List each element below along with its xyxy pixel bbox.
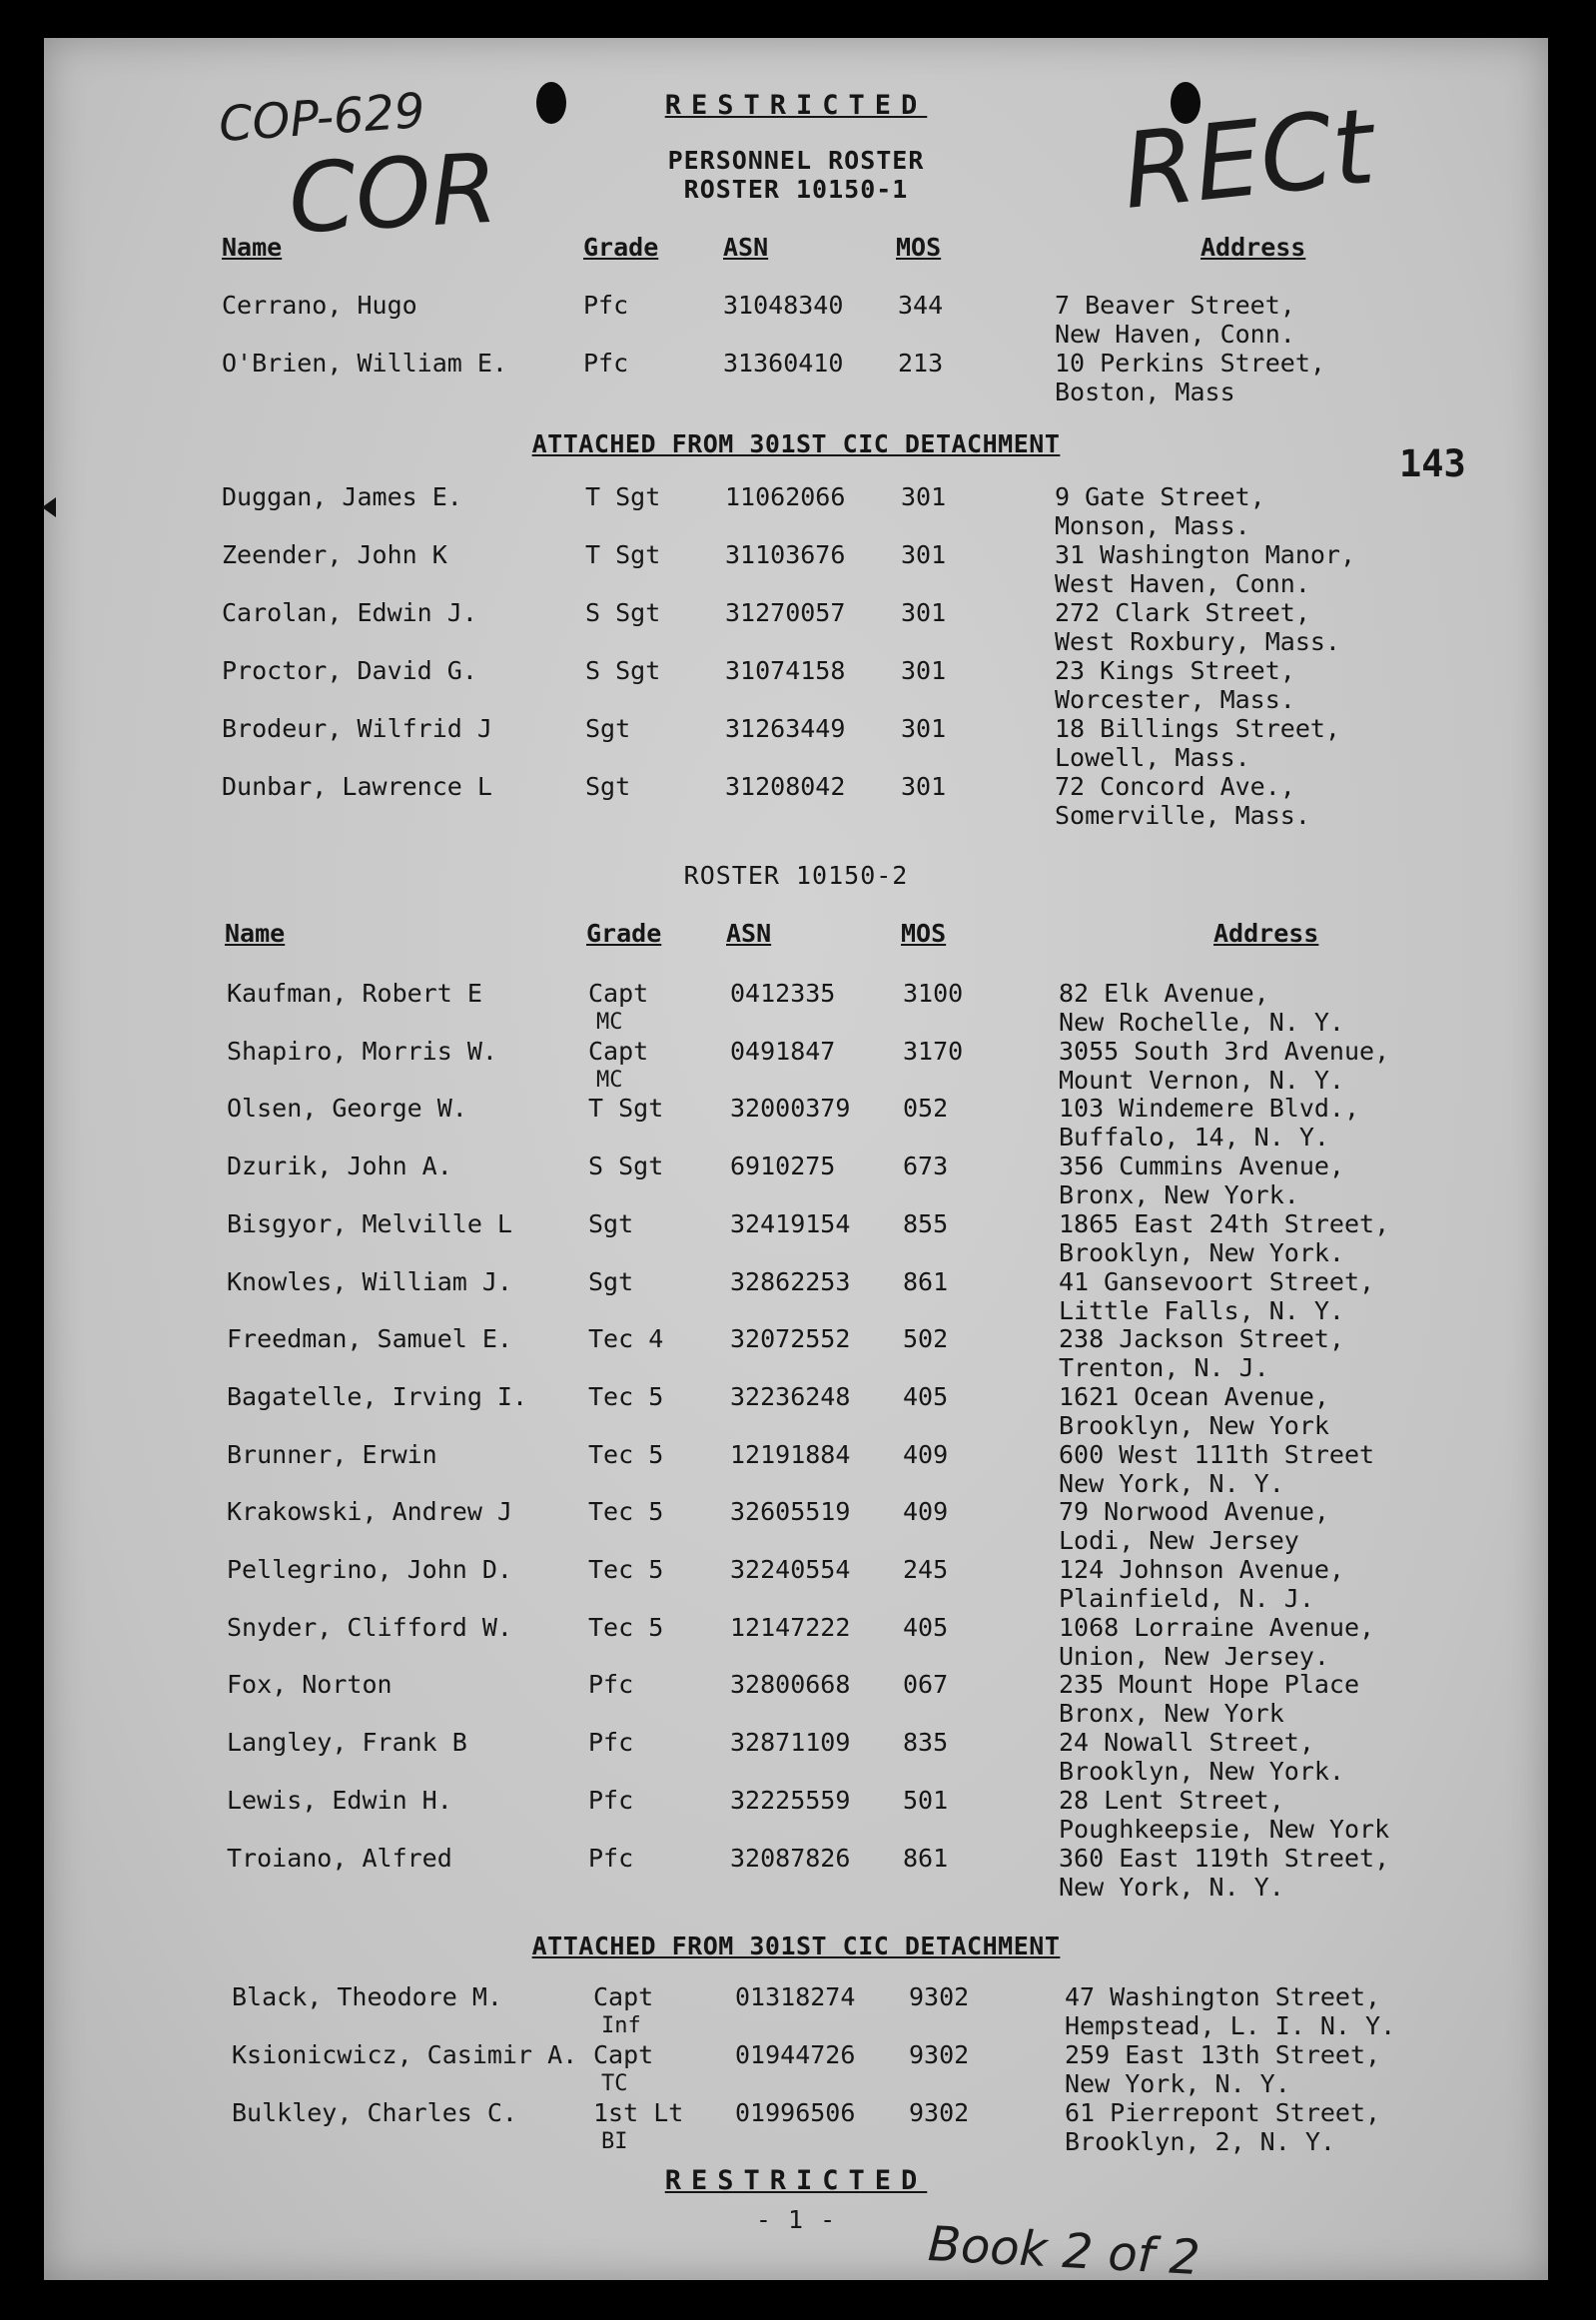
- grade-rank: Tec 5: [588, 1612, 664, 1642]
- mos: 301: [901, 714, 947, 743]
- asn: 12191884: [730, 1439, 851, 1469]
- grade-rank: Capt: [588, 1036, 649, 1066]
- mos: 3170: [903, 1036, 964, 1066]
- mos: 067: [903, 1670, 949, 1700]
- person-name: Dzurik, John A.: [227, 1152, 452, 1181]
- col-mos: MOS: [901, 919, 947, 948]
- person-name: Krakowski, Andrew J: [227, 1497, 512, 1527]
- person-name: O'Brien, William E.: [222, 349, 507, 378]
- grade-rank: Tec 4: [588, 1324, 664, 1354]
- table-row: [44, 349, 1548, 406]
- address-line-1: 1068 Lorraine Avenue,: [1059, 1612, 1375, 1642]
- mos: 344: [898, 291, 944, 320]
- roster1-title: ROSTER 10150-1: [683, 175, 909, 204]
- address: [1055, 482, 1265, 540]
- roster1-attached-title: ATTACHED FROM 301ST CIC DETACHMENT: [531, 429, 1061, 458]
- address: [1059, 1209, 1389, 1267]
- grade-rank: Pfc: [588, 1843, 634, 1873]
- grade-rank: Tec 5: [588, 1555, 664, 1584]
- margin-page-number: 143: [1399, 442, 1466, 485]
- address: [1059, 1037, 1389, 1095]
- classification-top: [44, 90, 1548, 121]
- address: [1055, 349, 1325, 406]
- address: [1059, 1670, 1359, 1728]
- table-row: [44, 1613, 1548, 1671]
- person-name: Carolan, Edwin J.: [222, 598, 477, 627]
- mos: 301: [901, 598, 947, 627]
- address-line-1: 7 Beaver Street,: [1055, 291, 1295, 320]
- roster2-attached-title: ATTACHED FROM 301ST CIC DETACHMENT: [531, 1932, 1061, 1960]
- table-row: [44, 540, 1548, 598]
- grade: [593, 2040, 653, 2098]
- grade-rank: Sgt: [588, 1266, 634, 1296]
- address-line-1: 103 Windemere Blvd.,: [1059, 1094, 1360, 1124]
- address-line-2: Worcester, Mass.: [1055, 685, 1295, 714]
- address: [1059, 1382, 1329, 1440]
- mos: 835: [903, 1728, 949, 1758]
- grade-rank: T Sgt: [585, 482, 661, 511]
- mos: 301: [901, 772, 947, 801]
- grade-rank: Tec 5: [588, 1439, 664, 1469]
- person-name: Shapiro, Morris W.: [227, 1036, 497, 1066]
- restricted-label: RESTRICTED: [664, 2165, 928, 2196]
- asn: 32871109: [730, 1728, 851, 1758]
- grade: [588, 1037, 648, 1095]
- asn: 12147222: [730, 1612, 851, 1642]
- address-line-2: Brooklyn, New York.: [1059, 1237, 1344, 1267]
- document-page: [44, 38, 1548, 2287]
- grade-rank: Pfc: [588, 1728, 634, 1758]
- address-line-2: Bronx, New York: [1059, 1699, 1284, 1729]
- address-line-1: 28 Lent Street,: [1059, 1785, 1284, 1815]
- person-name: Knowles, William J.: [227, 1266, 512, 1296]
- mos: 3100: [903, 979, 964, 1008]
- person-name: Brunner, Erwin: [227, 1439, 437, 1469]
- asn: 32240554: [730, 1555, 851, 1584]
- grade: [588, 1094, 663, 1123]
- address: [1055, 540, 1355, 598]
- mos: 861: [903, 1266, 949, 1296]
- table-row: [44, 714, 1548, 772]
- mos: 301: [901, 482, 947, 511]
- address-line-1: 72 Concord Ave.,: [1055, 772, 1295, 801]
- grade-rank: Sgt: [585, 772, 631, 801]
- table-row: [44, 2040, 1548, 2098]
- address-line-2: New York, N. Y.: [1059, 1872, 1284, 1902]
- address: [1059, 1786, 1389, 1844]
- address-line-2: Bronx, New York.: [1059, 1180, 1299, 1210]
- person-name: Fox, Norton: [227, 1670, 393, 1700]
- address: [1055, 656, 1295, 714]
- person-name: Snyder, Clifford W.: [227, 1612, 512, 1642]
- address-line-1: 238 Jackson Street,: [1059, 1324, 1344, 1354]
- table-row: [44, 1844, 1548, 1902]
- address-line-1: 31 Washington Manor,: [1055, 540, 1356, 569]
- mos: 409: [903, 1439, 949, 1469]
- address: [1065, 1982, 1395, 2040]
- grade: [588, 979, 648, 1037]
- table-row: [44, 1670, 1548, 1728]
- address: [1059, 1440, 1374, 1498]
- grade-rank: Pfc: [588, 1670, 634, 1700]
- mos: 9302: [909, 2040, 970, 2069]
- grade: [588, 1670, 633, 1699]
- address-line-2: Mount Vernon, N. Y.: [1059, 1065, 1344, 1095]
- address-line-2: Union, New Jersey.: [1059, 1641, 1329, 1671]
- asn: 32072552: [730, 1324, 851, 1354]
- asn: 0412335: [730, 979, 836, 1008]
- person-name: Zeender, John K: [222, 540, 447, 569]
- grade: [588, 1613, 663, 1642]
- restricted-label: RESTRICTED: [664, 90, 928, 121]
- mos: 213: [898, 349, 944, 378]
- grade: [588, 1786, 633, 1815]
- asn: 31208042: [725, 772, 846, 801]
- address-line-2: Somerville, Mass.: [1055, 801, 1310, 830]
- mos: 673: [903, 1152, 949, 1181]
- col-grade: Grade: [583, 233, 659, 262]
- page-number: - 1 -: [755, 2205, 837, 2234]
- grade: [583, 291, 628, 320]
- col-name: Name: [222, 233, 283, 262]
- table-row: [44, 1094, 1548, 1152]
- address-line-1: 600 West 111th Street: [1059, 1439, 1375, 1469]
- grade-rank: Sgt: [585, 714, 631, 743]
- table-row: [44, 1497, 1548, 1555]
- table-row: [44, 1382, 1548, 1440]
- asn: 0491847: [730, 1036, 836, 1066]
- grade-rank: S Sgt: [585, 656, 661, 685]
- grade-rank: S Sgt: [585, 598, 661, 627]
- mos: 855: [903, 1208, 949, 1238]
- address: [1059, 1613, 1374, 1671]
- address-line-1: 61 Pierrepont Street,: [1065, 2098, 1381, 2127]
- grade-rank: T Sgt: [588, 1094, 664, 1124]
- grade: [588, 1497, 663, 1526]
- address-line-1: 79 Norwood Avenue,: [1059, 1497, 1329, 1527]
- person-name: Bisgyor, Melville L: [227, 1208, 512, 1238]
- address-line-2: Hempstead, L. I. N. Y.: [1065, 2011, 1396, 2040]
- table-row: [44, 598, 1548, 656]
- grade-rank: Pfc: [583, 291, 629, 320]
- grade-branch: MC: [596, 1067, 623, 1093]
- address-line-2: Monson, Mass.: [1055, 511, 1250, 540]
- address-line-1: 18 Billings Street,: [1055, 714, 1340, 743]
- col-address: Address: [1200, 233, 1306, 262]
- address: [1059, 1728, 1344, 1786]
- grade: [588, 1382, 663, 1411]
- address-line-1: 235 Mount Hope Place: [1059, 1670, 1360, 1700]
- asn: 32225559: [730, 1785, 851, 1815]
- table-row: [44, 1209, 1548, 1267]
- mos: 405: [903, 1612, 949, 1642]
- asn: 11062066: [725, 482, 846, 511]
- table-row: [44, 1728, 1548, 1786]
- grade: [588, 1728, 633, 1757]
- roster2-title: ROSTER 10150-2: [683, 861, 909, 890]
- grade: [588, 1324, 663, 1353]
- col-address: Address: [1213, 919, 1319, 948]
- address-line-1: 360 East 119th Street,: [1059, 1843, 1390, 1873]
- mos: 301: [901, 540, 947, 569]
- asn: 31270057: [725, 598, 846, 627]
- col-mos: MOS: [896, 233, 942, 262]
- address-line-2: Brooklyn, 2, N. Y.: [1065, 2127, 1335, 2156]
- person-name: Dunbar, Lawrence L: [222, 772, 492, 801]
- person-name: Pellegrino, John D.: [227, 1555, 512, 1584]
- asn: 01318274: [735, 1982, 856, 2011]
- mos: 301: [901, 656, 947, 685]
- asn: 32862253: [730, 1266, 851, 1296]
- mos: 245: [903, 1555, 949, 1584]
- address-line-2: Lodi, New Jersey: [1059, 1526, 1299, 1556]
- person-name: Troiano, Alfred: [227, 1843, 452, 1873]
- address-line-2: Trenton, N. J.: [1059, 1353, 1269, 1383]
- address-line-1: 82 Elk Avenue,: [1059, 979, 1269, 1008]
- grade: [585, 482, 660, 511]
- address: [1059, 979, 1344, 1037]
- grade-rank: Capt: [588, 979, 649, 1008]
- address: [1059, 1152, 1344, 1209]
- person-name: Kaufman, Robert E: [227, 979, 482, 1008]
- address-line-2: Buffalo, 14, N. Y.: [1059, 1123, 1329, 1153]
- grade-rank: Capt: [593, 2040, 654, 2069]
- address-line-1: 356 Cummins Avenue,: [1059, 1152, 1344, 1181]
- person-name: Lewis, Edwin H.: [227, 1785, 452, 1815]
- grade: [585, 598, 660, 627]
- person-name: Olsen, George W.: [227, 1094, 467, 1124]
- asn: 31074158: [725, 656, 846, 685]
- address-line-1: 259 East 13th Street,: [1065, 2040, 1381, 2069]
- asn: 32236248: [730, 1381, 851, 1411]
- address-line-1: 1865 East 24th Street,: [1059, 1208, 1390, 1238]
- grade-rank: Tec 5: [588, 1497, 664, 1527]
- page-title: PERSONNEL ROSTER: [667, 146, 925, 175]
- asn: 31103676: [725, 540, 846, 569]
- address: [1059, 1844, 1389, 1902]
- address-line-2: Plainfield, N. J.: [1059, 1584, 1314, 1613]
- mos: 052: [903, 1094, 949, 1124]
- address: [1059, 1267, 1374, 1325]
- mos: 405: [903, 1381, 949, 1411]
- grade-branch: BI: [601, 2129, 628, 2154]
- asn: 01996506: [735, 2098, 856, 2127]
- asn: 31048340: [723, 291, 844, 320]
- person-name: Bagatelle, Irving I.: [227, 1381, 528, 1411]
- person-name: Bulkley, Charles C.: [232, 2098, 517, 2127]
- grade-rank: T Sgt: [585, 540, 661, 569]
- grade-rank: S Sgt: [588, 1152, 664, 1181]
- person-name: Freedman, Samuel E.: [227, 1324, 512, 1354]
- table-row: [44, 1786, 1548, 1844]
- address-line-2: Boston, Mass: [1055, 378, 1235, 406]
- grade-rank: Capt: [593, 1982, 654, 2011]
- asn: 32000379: [730, 1094, 851, 1124]
- address: [1059, 1094, 1359, 1152]
- address-line-2: Poughkeepsie, New York: [1059, 1814, 1390, 1844]
- mos: 409: [903, 1497, 949, 1527]
- table-row: [44, 1037, 1548, 1095]
- grade-rank: Sgt: [588, 1208, 634, 1238]
- grade-rank: Pfc: [588, 1785, 634, 1815]
- asn: 31263449: [725, 714, 846, 743]
- person-name: Brodeur, Wilfrid J: [222, 714, 492, 743]
- grade: [585, 656, 660, 685]
- address-line-1: 9 Gate Street,: [1055, 482, 1265, 511]
- address-line-2: West Haven, Conn.: [1055, 569, 1310, 598]
- asn: 32419154: [730, 1208, 851, 1238]
- address-line-1: 1621 Ocean Avenue,: [1059, 1381, 1329, 1411]
- table-row: [44, 1440, 1548, 1498]
- classification-bottom: [44, 2165, 1548, 2196]
- asn: 6910275: [730, 1152, 836, 1181]
- grade: [593, 1982, 653, 2040]
- col-grade: Grade: [586, 919, 662, 948]
- table-row: [44, 656, 1548, 714]
- address-line-1: 41 Gansevoort Street,: [1059, 1266, 1375, 1296]
- person-name: Ksionicwicz, Casimir A.: [232, 2040, 578, 2069]
- table-row: [44, 1982, 1548, 2040]
- grade: [583, 349, 628, 378]
- asn: 31360410: [723, 349, 844, 378]
- address: [1055, 772, 1310, 830]
- col-name: Name: [225, 919, 286, 948]
- address-line-2: Lowell, Mass.: [1055, 743, 1250, 772]
- address-line-2: West Roxbury, Mass.: [1055, 627, 1340, 656]
- table-row: [44, 2098, 1548, 2156]
- address-line-2: Brooklyn, New York: [1059, 1410, 1329, 1440]
- col-asn: ASN: [726, 919, 772, 948]
- mos: 9302: [909, 1982, 970, 2011]
- grade: [588, 1267, 633, 1296]
- table-row: [44, 1555, 1548, 1613]
- grade-rank: 1st Lt: [593, 2098, 684, 2127]
- person-name: Black, Theodore M.: [232, 1982, 502, 2011]
- asn: 32087826: [730, 1843, 851, 1873]
- person-name: Proctor, David G.: [222, 656, 477, 685]
- mos: 502: [903, 1324, 949, 1354]
- address-line-2: New Haven, Conn.: [1055, 320, 1295, 349]
- grade-branch: Inf: [601, 2013, 641, 2038]
- address-line-2: New Rochelle, N. Y.: [1059, 1008, 1344, 1037]
- person-name: Cerrano, Hugo: [222, 291, 417, 320]
- table-row: [44, 979, 1548, 1037]
- address: [1055, 598, 1340, 656]
- col-asn: ASN: [723, 233, 769, 262]
- grade-rank: Tec 5: [588, 1381, 664, 1411]
- address: [1065, 2098, 1380, 2156]
- table-row: [44, 772, 1548, 830]
- asn: 01944726: [735, 2040, 856, 2069]
- address: [1059, 1497, 1329, 1555]
- grade: [588, 1209, 633, 1238]
- grade: [588, 1152, 663, 1180]
- grade-branch: TC: [601, 2071, 628, 2096]
- address-line-2: New York, N. Y.: [1065, 2069, 1290, 2098]
- grade: [588, 1844, 633, 1873]
- address-line-1: 23 Kings Street,: [1055, 656, 1295, 685]
- address: [1059, 1555, 1344, 1613]
- mos: 501: [903, 1785, 949, 1815]
- mos: 9302: [909, 2098, 970, 2127]
- grade: [585, 714, 630, 743]
- address-line-2: New York, N. Y.: [1059, 1468, 1284, 1498]
- address-line-1: 3055 South 3rd Avenue,: [1059, 1036, 1390, 1066]
- person-name: Duggan, James E.: [222, 482, 462, 511]
- address-line-1: 272 Clark Street,: [1055, 598, 1310, 627]
- person-name: Langley, Frank B: [227, 1728, 467, 1758]
- handwritten-cor: COR: [286, 132, 501, 256]
- address: [1065, 2040, 1380, 2098]
- grade: [588, 1555, 663, 1584]
- grade: [585, 772, 630, 801]
- mos: 861: [903, 1843, 949, 1873]
- asn: 32605519: [730, 1497, 851, 1527]
- address-line-1: 124 Johnson Avenue,: [1059, 1555, 1344, 1584]
- address: [1055, 291, 1295, 349]
- address: [1059, 1324, 1344, 1382]
- table-row: [44, 1152, 1548, 1209]
- grade-branch: MC: [596, 1010, 623, 1035]
- address: [1055, 714, 1340, 772]
- grade: [588, 1440, 663, 1469]
- address-line-2: Little Falls, N. Y.: [1059, 1295, 1344, 1325]
- table-row: [44, 291, 1548, 349]
- handwritten-book-note: Book 2 of 2: [926, 2215, 1201, 2287]
- handwritten-rect: RECt: [1117, 85, 1380, 233]
- grade-rank: Pfc: [583, 349, 629, 378]
- table-row: [44, 1324, 1548, 1382]
- table-row: [44, 482, 1548, 540]
- handwritten-code: COP-629: [217, 82, 427, 154]
- address-line-1: 47 Washington Street,: [1065, 1982, 1381, 2011]
- asn: 32800668: [730, 1670, 851, 1700]
- address-line-1: 24 Nowall Street,: [1059, 1728, 1314, 1758]
- address-line-2: Brooklyn, New York.: [1059, 1757, 1344, 1787]
- grade: [585, 540, 660, 569]
- table-row: [44, 1267, 1548, 1325]
- grade: [593, 2098, 683, 2156]
- address-line-1: 10 Perkins Street,: [1055, 349, 1325, 378]
